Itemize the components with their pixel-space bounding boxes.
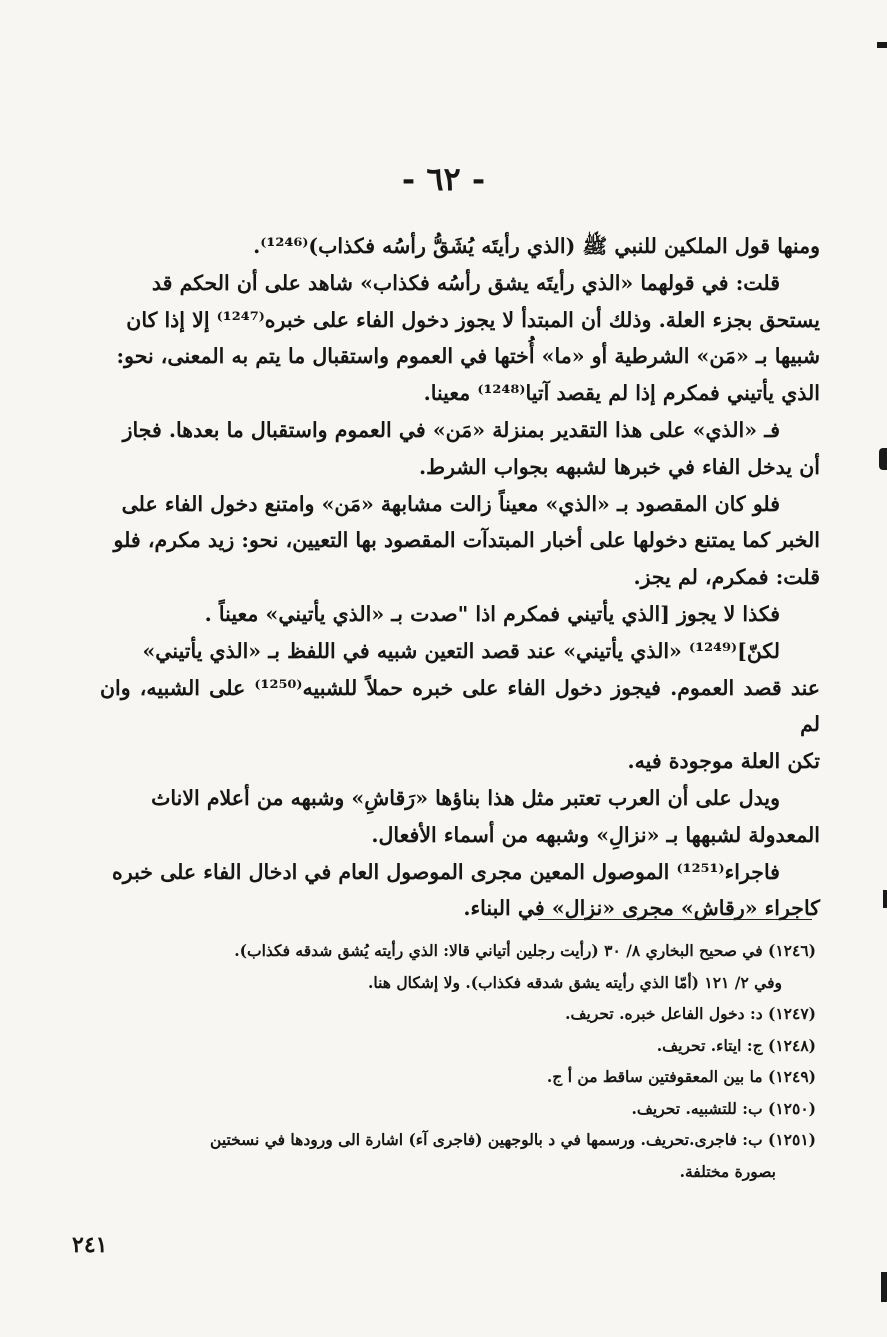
chapter-number: - ٦٢ - xyxy=(401,160,486,198)
footnote-line: وفي ٢/ ١٢١ (أمّا الذي رأيته يشق شدقه فكذاب). ولا إشكال هنا. xyxy=(368,972,782,992)
body-line: قلت: في قولهما «الذي رأيتَه يشق رأسُه فكذاب» شاهد على أن الحكم قد xyxy=(151,270,780,295)
footnotes xyxy=(88,935,816,1187)
body-line: ومنها قول الملكين للنبي ﷺ (الذي رأيتَه يُشَقُّ رأسُه فكذاب)⁽¹²⁴⁶⁾. xyxy=(253,234,820,258)
body-line: الخبر كما يمتنع دخولها على أخبار المبتدآت المقصود بها التعيين، نحو: زيد مكرم، فلو xyxy=(113,528,820,553)
scan-edge-mark xyxy=(881,1272,887,1302)
footnote-line: (١٢٤٩) ما بين المعقوفتين ساقط من أ ج. xyxy=(546,1067,816,1086)
body-line: فـ «الذي» على هذا التقدير بمنزلة «مَن» في العموم واستقبال ما بعدها. فجاز xyxy=(122,417,780,442)
scan-edge-mark xyxy=(877,42,887,48)
body-text xyxy=(100,228,820,927)
body-line: فلو كان المقصود بـ «الذي» معيناً زالت مشابهة «مَن» وامتنع دخول الفاء على xyxy=(121,491,780,516)
footnote-line: بصورة مختلفة. xyxy=(679,1161,776,1181)
body-line: فاجراء⁽¹²⁵¹⁾ الموصول المعين مجرى الموصول العام في ادخال الفاء على خبره xyxy=(112,859,780,884)
body-line: لكنّ]⁽¹²⁴⁹⁾ «الذي يأتيني» عند قصد التعين شبيه في اللفظ بـ «الذي يأتيني» xyxy=(142,638,780,663)
footnote-separator xyxy=(538,919,812,920)
body-line: ويدل على أن العرب تعتبر مثل هذا بناؤها «رَقاشِ» وشبهه من أعلام الاناث xyxy=(151,785,780,810)
folio-number: ٢٤١ xyxy=(72,1232,108,1258)
footnote-line: (١٢٥٠) ب: للتشبيه. تحريف. xyxy=(631,1098,816,1118)
body-line: الذي يأتيني فمكرم إذا لم يقصد آتيا⁽¹²⁴⁸⁾ معينا. xyxy=(423,381,820,406)
body-line: المعدولة لشبهها بـ «نزالِ» وشبهه من أسماء الأفعال. xyxy=(371,822,820,847)
body-line: شبيها بـ «مَن» الشرطية أو «ما» أُختها في العموم واستقبال ما يتم به المعنى، نحو: xyxy=(116,344,820,369)
footnote-line: (١٢٤٧) د: دخول الفاعل خبره. تحريف. xyxy=(565,1004,816,1023)
body-line: يستحق بجزء العلة. وذلك أن المبتدأ لا يجوز دخول الفاء على خبره⁽¹²⁴⁷⁾ إلا إذا كان xyxy=(126,307,820,332)
footnote-line: (١٢٤٦) في صحيح البخاري ٨/ ٣٠ (رأيت رجلين أتياني قالا: الذي رأيته يُشق شدقه فكذاب). xyxy=(234,941,816,960)
footnote-line: (١٢٥١) ب: فاجرى.تحريف. ورسمها في د بالوجهين (فاجرى آء) اشارة الى ورودها في نسختين xyxy=(210,1130,816,1149)
body-line: عند قصد العموم. فيجوز دخول الفاء على خبره حملاً للشبيه⁽¹²⁵⁰⁾ على الشبيه، وان لم xyxy=(100,675,820,737)
scan-edge-mark xyxy=(879,448,887,470)
scan-edge-mark xyxy=(883,890,887,908)
body-line: أن يدخل الفاء في خبرها لشبهه بجواب الشرط. xyxy=(418,454,820,479)
body-line: فكذا لا يجوز [الذي يأتيني فمكرم اذا "صدت بـ «الذي يأتيني» معيناً . xyxy=(204,601,780,626)
footnote-line: (١٢٤٨) ج: ايتاء. تحريف. xyxy=(656,1035,816,1055)
body-line: كاجراء «رقاش» مجرى «نزال» في البناء. xyxy=(463,896,820,921)
body-line: قلت: فمكرم، لم يجز. xyxy=(633,565,820,590)
body-line: تكن العلة موجودة فيه. xyxy=(627,749,820,774)
